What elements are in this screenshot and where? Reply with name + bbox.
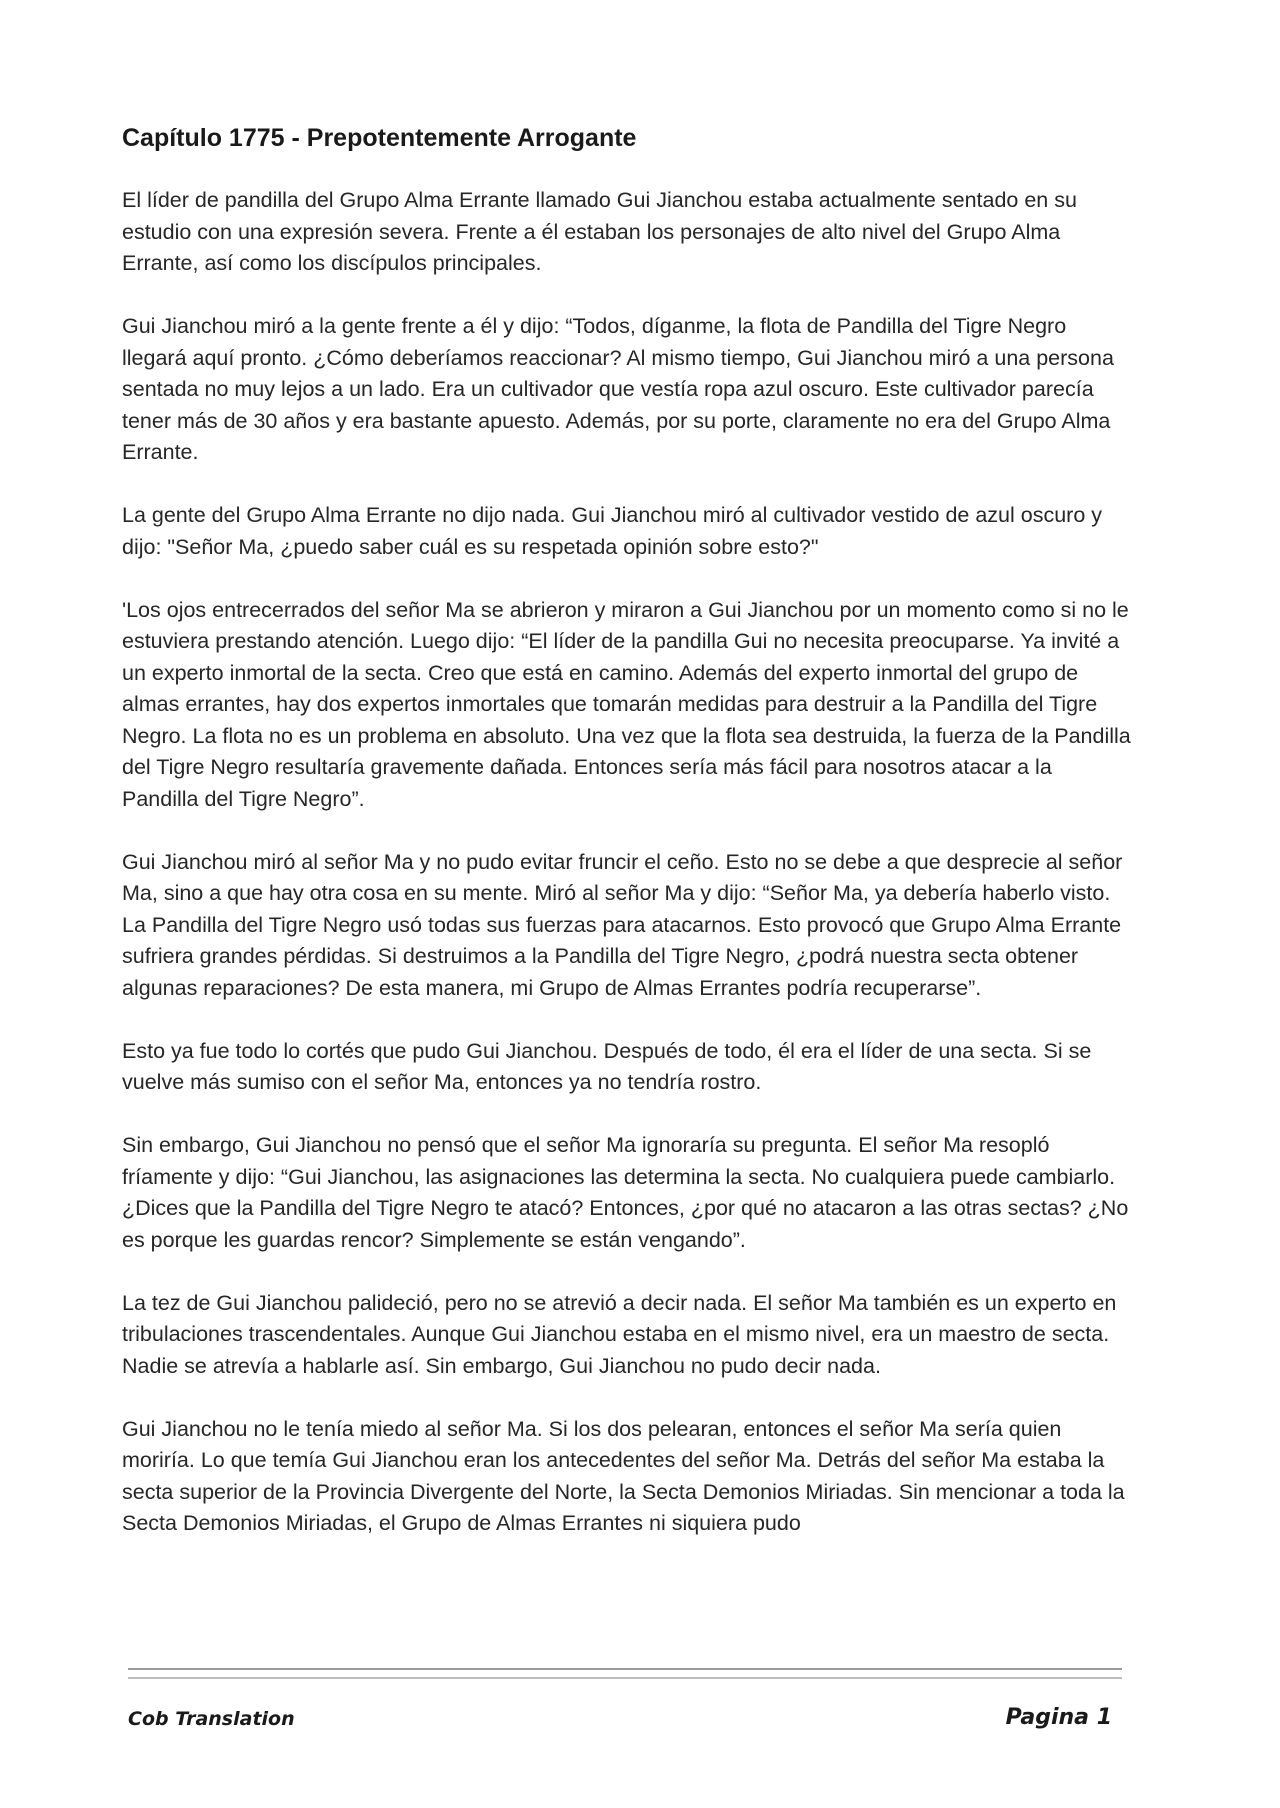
chapter-title: Capítulo 1775 - Prepotentemente Arrogante	[122, 124, 637, 152]
paragraph-8: La tez de Gui Jianchou palideció, pero no se atrevió a decir nada. El señor Ma también es un experto en tribulaciones trascendentales. Aunque Gui Jianchou estaba en el mismo nivel, era un maestro de secta. Nadie se atrevía a hablarle así. Sin embargo, Gui Jianchou no pudo decir nada.	[122, 1290, 1117, 1378]
paragraph-3: La gente del Grupo Alma Errante no dijo nada. Gui Jianchou miró al cultivador vestido de azul oscuro y dijo: "Señor Ma, ¿puedo saber cuál es su respetada opinión sobre esto?"	[122, 503, 1103, 559]
paragraph-5: Gui Jianchou miró al señor Ma y no pudo evitar fruncir el ceño. Esto no se debe a que desprecie al señor Ma, sino a que hay otra cosa en su mente. Miró al señor Ma y dijo: “Señor Ma, ya debería haberlo visto. La Pandilla del Tigre Negro usó todas sus fuerzas para atacarnos. Esto provocó que Grupo Alma Errante sufriera grandes pérdidas. Si destruimos a la Pandilla del Tigre Negro, ¿podrá nuestra secta obtener algunas reparaciones? De esta manera, mi Grupo de Almas Errantes podría recuperarse”.	[122, 849, 1123, 1000]
paragraph-9: Gui Jianchou no le tenía miedo al señor Ma. Si los dos pelearan, entonces el señor Ma sería quien moriría. Lo que temía Gui Jianchou eran los antecedentes del señor Ma. Detrás del señor Ma estaba la secta superior de la Provincia Divergente del Norte, la Secta Demonios Miriadas. Sin mencionar a toda la Secta Demonios Miriadas, el Grupo de Almas Errantes ni siquiera pudo	[122, 1416, 1125, 1535]
footer-divider-top	[128, 1668, 1122, 1670]
paragraph-2: Gui Jianchou miró a la gente frente a él y dijo: “Todos, díganme, la flota de Pandilla del Tigre Negro llegará aquí pronto. ¿Cómo deberíamos reaccionar? Al mismo tiempo, Gui Jianchou miró a una persona sentada no muy lejos a un lado. Era un cultivador que vestía ropa azul oscuro. Este cultivador parecía tener más de 30 años y era bastante apuesto. Además, por su porte, claramente no era del Grupo Alma Errante.	[122, 314, 1114, 464]
footer-translator-label: Cob Translation	[128, 1708, 295, 1730]
paragraph-6: Esto ya fue todo lo cortés que pudo Gui Jianchou. Después de todo, él era el líder de una secta. Si se vuelve más sumiso con el señor Ma, entonces ya no tendría rostro.	[122, 1038, 1092, 1094]
footer-divider-bottom	[128, 1677, 1122, 1679]
footer-page-number: Pagina 1	[1005, 1705, 1112, 1730]
paragraph-4: 'Los ojos entrecerrados del señor Ma se abrieron y miraron a Gui Jianchou por un momento como si no le estuviera prestando atención. Luego dijo: “El líder de la pandilla Gui no necesita preocuparse. Ya invité a un experto inmortal de la secta. Creo que está en camino. Además del experto inmortal del grupo de almas errantes, hay dos expertos inmortales que tomarán medidas para destruir a la Pandilla del Tigre Negro. La flota no es un problema en absoluto. Una vez que la flota sea destruida, la fuerza de la Pandilla del Tigre Negro resultaría gravemente dañada. Entonces sería más fácil para nosotros atacar a la Pandilla del Tigre Negro”.	[122, 597, 1131, 811]
paragraph-1: El líder de pandilla del Grupo Alma Errante llamado Gui Jianchou estaba actualmente sentado en su estudio con una expresión severa. Frente a él estaban los personajes de alto nivel del Grupo Alma Errante, así como los discípulos principales.	[122, 188, 1077, 275]
document-page	[122, 122, 1132, 1571]
paragraph-7: Sin embargo, Gui Jianchou no pensó que el señor Ma ignoraría su pregunta. El señor Ma resopló fríamente y dijo: “Gui Jianchou, las asignaciones las determina la secta. No cualquiera puede cambiarlo. ¿Dices que la Pandilla del Tigre Negro te atacó? Entonces, ¿por qué no atacaron a las otras sectas? ¿No es porque les guardas rencor? Simplemente se están vengando”.	[122, 1133, 1129, 1252]
